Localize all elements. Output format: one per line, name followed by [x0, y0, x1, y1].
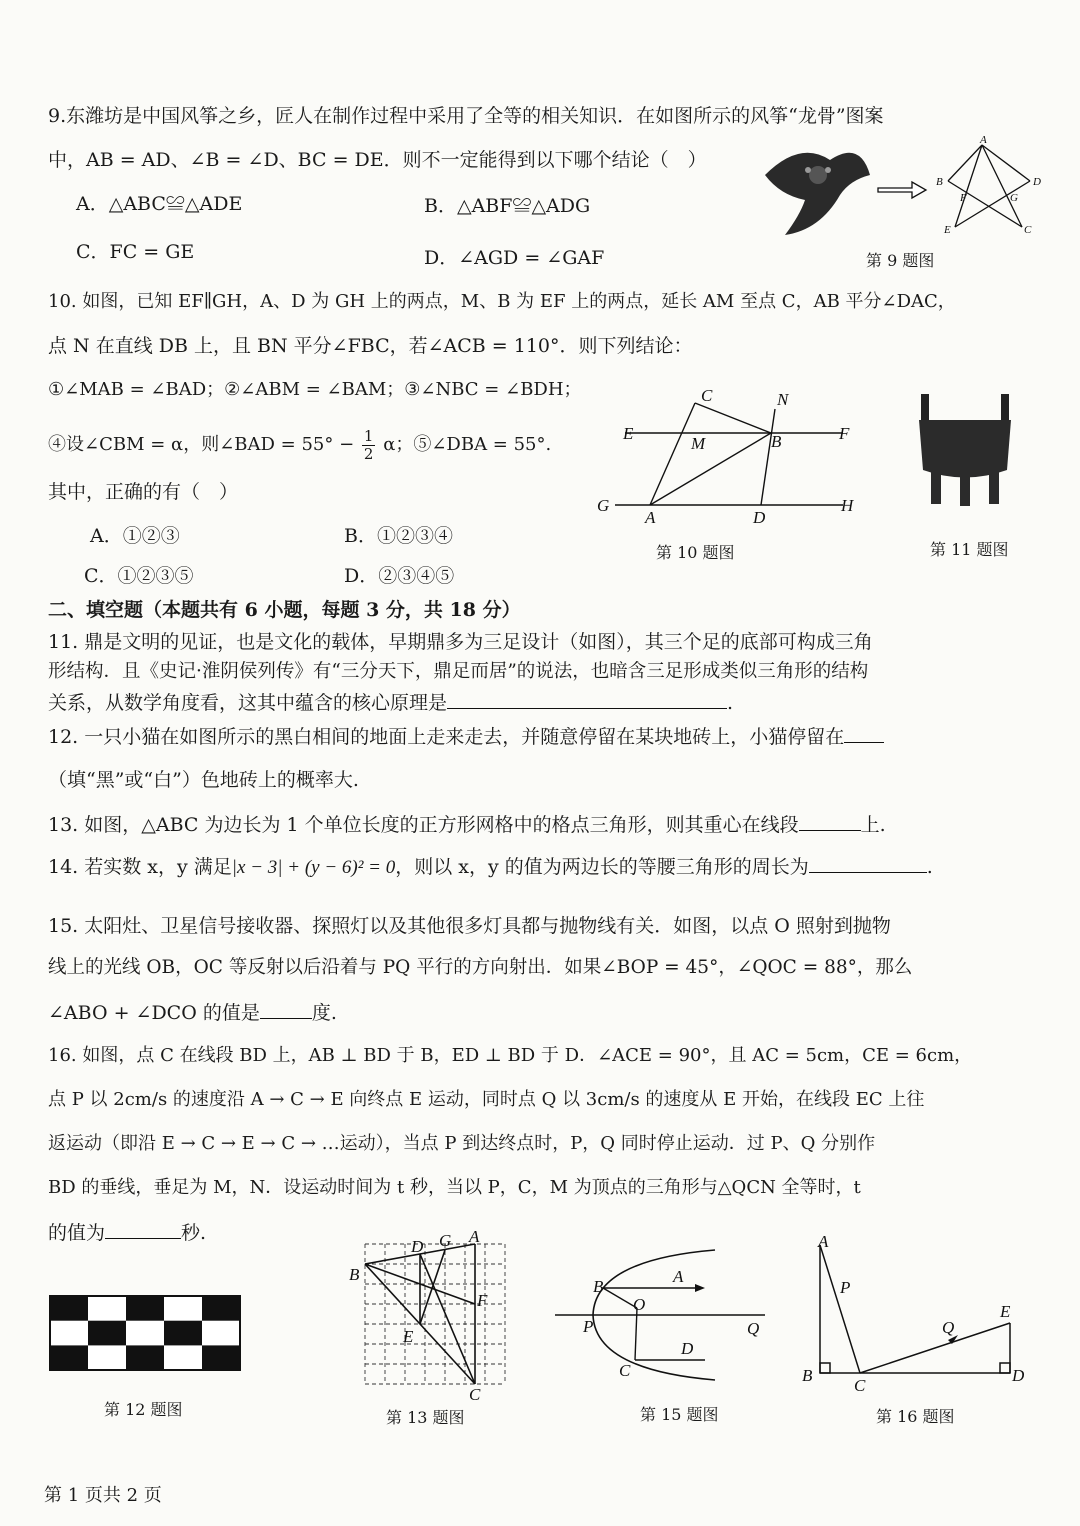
q15-tail: 度. [311, 1002, 337, 1024]
q11-line3: 关系，从数学角度看，这其中蕴含的核心原理是 . [48, 692, 734, 714]
q15-line3 [48, 1000, 337, 1026]
f16-label-q: Q [942, 1318, 955, 1337]
q11-line2: 形结构．且《史记·淮阴侯列传》有“三分天下，鼎足而居”的说法，也暗含三足形成类似三角形的结构 [48, 661, 869, 682]
q10-option-d: D．②③④⑤ [344, 565, 455, 587]
f15-label-c: C [619, 1361, 631, 1380]
f13-label-d: D [411, 1237, 424, 1256]
figure-15 [555, 1240, 770, 1390]
q10-option-b: B．①②③④ [344, 525, 453, 547]
f16-label-b: B [802, 1366, 813, 1385]
figure-16-caption: 第 16 题图 [876, 1407, 955, 1426]
f15-label-d: D [681, 1339, 694, 1358]
fraction-numerator: 1 [363, 427, 374, 445]
f9-label-b: B [936, 176, 943, 188]
f9-label-g: G [1010, 192, 1018, 204]
q10-line4-a: ④设∠CBM = α，则∠BAD = 55° − [48, 434, 355, 455]
q9-option-a: A．△ABC≌△ADE [76, 193, 243, 215]
q12-line1-text: 12. 一只小猫在如图所示的黑白相间的地面上走来走去，并随意停留在某块地砖上，小猫停留在 [48, 726, 845, 748]
arrow-right-icon [878, 182, 926, 198]
q16-line1: 16. 如图，点 C 在线段 BD 上，AB ⊥ BD 于 B，ED ⊥ BD 于 D．∠ACE = 90°，且 AC = 5cm，CE = 6cm， [48, 1045, 973, 1066]
q14-blank[interactable] [809, 854, 927, 873]
q14-line: 14. 若实数 x，y 满足|x − 3| + (y − 6)² = 0，则以 x，y 的值为两边长的等腰三角形的周长为 . [48, 856, 933, 878]
figure-9-caption: 第 9 题图 [866, 251, 935, 270]
q16-line3: 返运动（即沿 E → C → E → C → …运动），当点 P 到达终点时，P，Q 同时停止运动．过 P、Q 分别作 [48, 1133, 876, 1154]
q10-line2: 点 N 在直线 DB 上，且 BN 平分∠FBC，若∠ACB = 110°．则下列结论： [48, 335, 693, 357]
f9-label-d: D [1033, 176, 1041, 188]
q10-line3: ①∠MAB = ∠BAD；②∠ABM = ∠BAM；③∠NBC = ∠BDH； [48, 379, 582, 400]
q16-line2: 点 P 以 2cm/s 的速度沿 A → C → E 向终点 E 运动，同时点 Q 以 3cm/s 的速度从 E 开始，在线段 EC 上往 [48, 1089, 925, 1110]
f15-label-o: O [633, 1295, 646, 1314]
f13-label-b: B [349, 1265, 360, 1284]
q10-option-c: C．①②③⑤ [84, 565, 194, 587]
q15-blank[interactable] [260, 1000, 312, 1019]
q11-line1: 11. 鼎是文明的见证，也是文化的载体，早期鼎多为三足设计（如图），其三个足的底部可构成三角 [48, 631, 873, 653]
q15-line2: 线上的光线 OB，OC 等反射以后沿着与 PQ 平行的方向射出．如果∠BOP = 45°，∠QOC = 88°，那么 [48, 957, 913, 978]
figure-13 [345, 1227, 510, 1404]
f10-label-g: G [597, 496, 610, 515]
f15-label-q: Q [747, 1319, 760, 1338]
figure-13-caption: 第 13 题图 [386, 1408, 465, 1427]
f13-label-g: G [439, 1231, 452, 1250]
f16-label-e: E [1000, 1302, 1011, 1321]
q13-line [48, 812, 886, 838]
q11-line3-text: 关系，从数学角度看，这其中蕴含的核心原理是 [48, 692, 448, 714]
q9-option-b: B．△ABF≌△ADG [424, 195, 591, 217]
figure-12-checkerboard [50, 1296, 240, 1370]
q16-line5 [48, 1220, 206, 1246]
f15-label-b: B [593, 1277, 604, 1296]
figure-10-caption: 第 10 题图 [656, 543, 735, 562]
q12-line2: （填“黑”或“白”）色地砖上的概率大. [48, 769, 359, 791]
f13-label-e: E [403, 1327, 414, 1346]
figure-15-caption: 第 15 题图 [640, 1405, 719, 1424]
q16-line4: BD 的垂线，垂足为 M，N．设运动时间为 t 秒，当以 P，C，M 为顶点的三角形与△QCN 全等时，t [48, 1177, 861, 1198]
f9-label-c: C [1024, 224, 1032, 236]
fraction-denominator: 2 [363, 444, 374, 463]
page-footer: 第 1 页共 2 页 [44, 1485, 162, 1506]
q14-formula: |x − 3| + (y − 6)² = 0 [231, 857, 396, 878]
f16-label-c: C [854, 1376, 866, 1395]
q10-line4-b: α；⑤∠DBA = 55°. [383, 434, 552, 455]
f16-label-d: D [1012, 1366, 1025, 1385]
section-2-title: 二、填空题（本题共有 6 小题，每题 3 分，共 18 分） [48, 599, 521, 621]
q10-line5: 其中，正确的有（ ） [48, 481, 239, 503]
f10-label-d: D [753, 508, 766, 527]
f9-label-a: A [980, 134, 987, 146]
f13-label-a: A [469, 1227, 480, 1246]
star-diagram [948, 145, 1030, 227]
q9-line1: 9.东潍坊是中国风筝之乡，匠人在制作过程中采用了全等的相关知识．在如图所示的风筝“龙骨”图案 [48, 105, 884, 127]
q15-line1: 15. 太阳灶、卫星信号接收器、探照灯以及其他很多灯具都与抛物线有关．如图，以点 O 照射到抛物 [48, 915, 891, 937]
f10-label-n: N [777, 390, 789, 409]
figure-12-caption: 第 12 题图 [104, 1400, 183, 1419]
q16-tail: 秒. [181, 1222, 207, 1244]
f16-label-a: A [818, 1232, 829, 1251]
q10-option-a: A．①②③ [90, 525, 180, 547]
figure-10 [595, 385, 865, 525]
f13-label-c: C [469, 1385, 481, 1404]
f16-label-p: P [840, 1278, 851, 1297]
q10-fraction [362, 428, 376, 462]
figure-16 [800, 1232, 1035, 1395]
q13-text: 13. 如图，△ABC 为边长为 1 个单位长度的正方形网格中的格点三角形，则其重心在线段 [48, 814, 799, 836]
f10-label-h: H [841, 496, 854, 515]
f10-label-f: F [839, 424, 850, 443]
q9-line2: 中，AB = AD、∠B = ∠D、BC = DE．则不一定能得到以下哪个结论（ ） [48, 149, 707, 171]
q10-line4 [48, 428, 551, 462]
f13-label-f: F [477, 1291, 488, 1310]
q9-option-c: C．FC = GE [76, 241, 195, 263]
q16-line5-text: 的值为 [48, 1222, 106, 1244]
q12-line1 [48, 724, 884, 750]
f10-label-a: A [645, 508, 656, 527]
f9-label-f: F [960, 192, 967, 204]
q10-line1: 10. 如图，已知 EF∥GH，A、D 为 GH 上的两点，M、B 为 EF 上的两点，延长 AM 至点 C，AB 平分∠DAC， [48, 291, 956, 312]
f15-label-p: P [583, 1317, 594, 1336]
f10-label-c: C [701, 386, 713, 405]
figure-9 [760, 135, 1050, 245]
q13-blank[interactable] [799, 812, 861, 831]
q15-line3-text: ∠ABO + ∠DCO 的值是 [48, 1002, 260, 1024]
f10-label-e: E [623, 424, 634, 443]
q14-text-b: ，则以 x，y 的值为两边长的等腰三角形的周长为 [395, 856, 809, 878]
f15-label-a: A [673, 1267, 684, 1286]
f9-label-e: E [944, 224, 951, 236]
q16-blank[interactable] [105, 1220, 181, 1239]
q13-tail: 上. [860, 814, 886, 836]
f10-label-m: M [691, 434, 706, 453]
f10-label-b: B [771, 432, 782, 451]
q14-text-a: 14. 若实数 x，y 满足 [48, 856, 232, 878]
q9-option-d: D．∠AGD = ∠GAF [424, 247, 605, 269]
q12-blank[interactable] [844, 724, 884, 743]
q11-blank[interactable] [447, 690, 727, 709]
figure-11-ding-image [915, 390, 1015, 510]
figure-11-caption: 第 11 题图 [930, 540, 1009, 559]
kite-image [765, 153, 870, 235]
